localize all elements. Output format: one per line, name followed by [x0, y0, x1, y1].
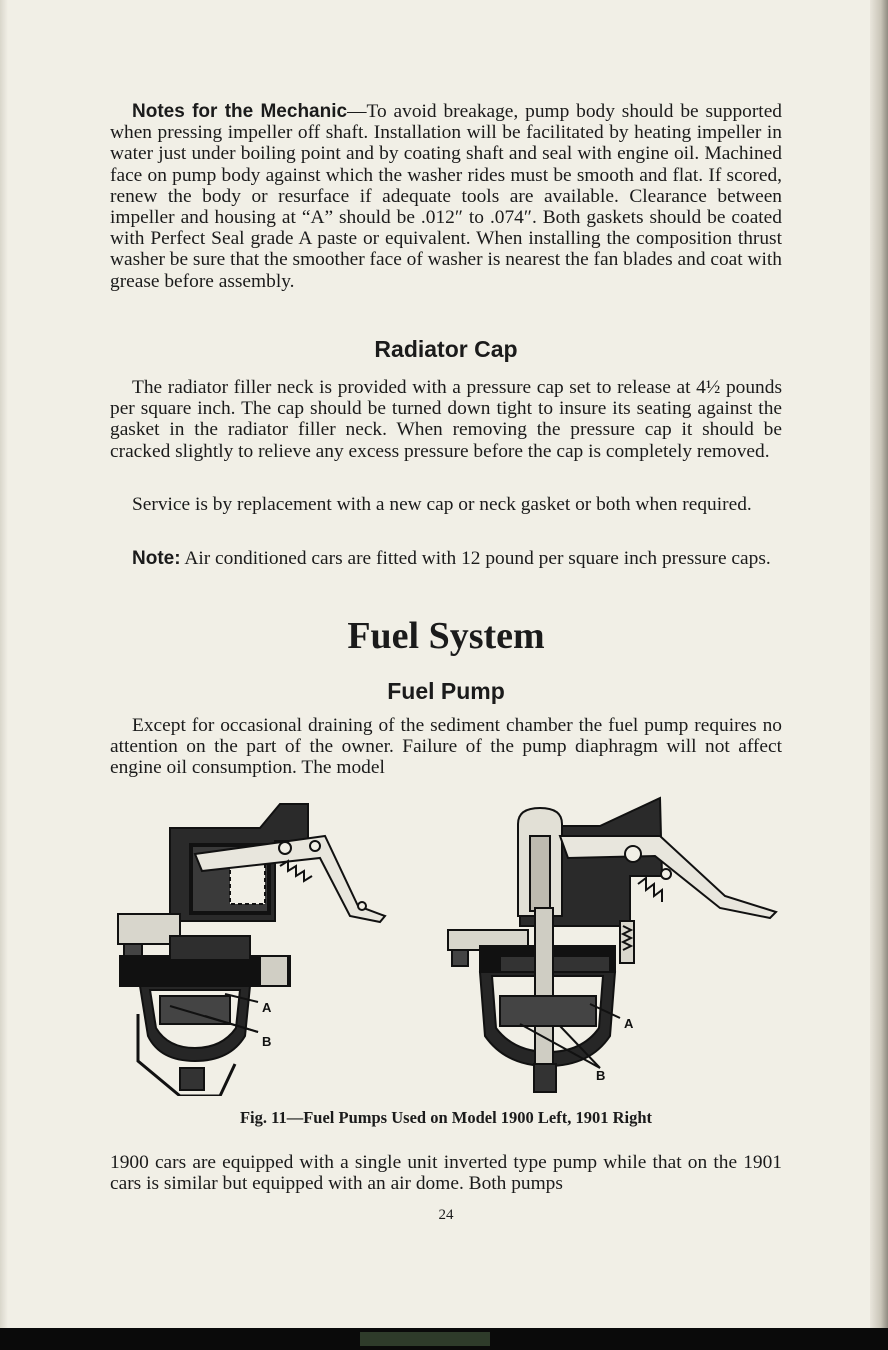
fuel-pump-figure [110, 796, 782, 1096]
right-pump-label-a: A [624, 1016, 634, 1031]
fuel-pump-paragraph-1 [110, 715, 782, 779]
left-pump-label-b: B [262, 1034, 272, 1049]
fuel-pump-para1-text: Except for occasional draining of the sediment chamber the fuel pump requires no attention on the part of the owner. Failure of the pump diaphragm will not affect engine oil consumption. The model [110, 715, 782, 779]
radiator-cap-para2-text: Service is by replacement with a new cap or neck gasket or both when required. [132, 494, 752, 515]
fuel-pump-1900-illustration [110, 796, 400, 1096]
page-edge-right [870, 0, 888, 1350]
radiator-cap-heading: Radiator Cap [374, 336, 518, 362]
radiator-cap-note-paragraph [110, 548, 782, 569]
fuel-pump-paragraph-2 [110, 1152, 782, 1194]
page-number: 24 [438, 1207, 454, 1223]
radiator-cap-paragraph-1 [110, 377, 782, 462]
radiator-cap-para1-text: The radiator filler neck is provided with a pressure cap set to release at 4½ pounds per square inch. The cap should be turned down tight to insure its seating against the gasket in the radiator filler neck. When removing the pressure cap it should be cracked slightly to relieve any excess pressure before the cap is completely removed. [110, 377, 782, 462]
fuel-pump-1901-illustration [440, 796, 782, 1096]
radiator-cap-note-text: Air conditioned cars are fitted with 12 pound per square inch pressure caps. [180, 548, 771, 569]
radiator-cap-paragraph-2 [110, 494, 782, 515]
fuel-system-heading: Fuel System [347, 615, 545, 657]
radiator-cap-note-lead: Note: [132, 548, 181, 569]
notes-mechanic-paragraph [110, 101, 782, 292]
scan-bottom-band [0, 1328, 888, 1350]
fuel-pump-heading: Fuel Pump [387, 678, 505, 704]
page-edge-left [0, 0, 8, 1350]
figure-caption: Fig. 11—Fuel Pumps Used on Model 1900 Left, 1901 Right [239, 1108, 653, 1127]
left-pump-label-a: A [262, 1000, 272, 1015]
notes-mechanic-text: —To avoid breakage, pump body should be supported when pressing impeller off shaft. Installation will be facilitated by heating impeller in water just under boiling point and by coating shaft and seal with engine oil. Machined face on pump body against which the washer rides must be smooth and flat. If scored, renew the body or resurface if adequate tools are available. Clearance between impeller and housing at “A” should be .012″ to .074″. Both gaskets should be coated with Perfect Seal grade A paste or equivalent. When installing the composition thrust washer be sure that the smoother face of washer is nearest the fan blades and coat with grease before assembly. [110, 101, 782, 292]
fuel-pump-para2-text: 1900 cars are equipped with a single unit inverted type pump while that on the 1901 cars is similar but equipped with an air dome. Both pumps [110, 1152, 782, 1195]
notes-mechanic-lead: Notes for the Mechanic [132, 101, 348, 122]
right-pump-label-b: B [596, 1068, 606, 1083]
